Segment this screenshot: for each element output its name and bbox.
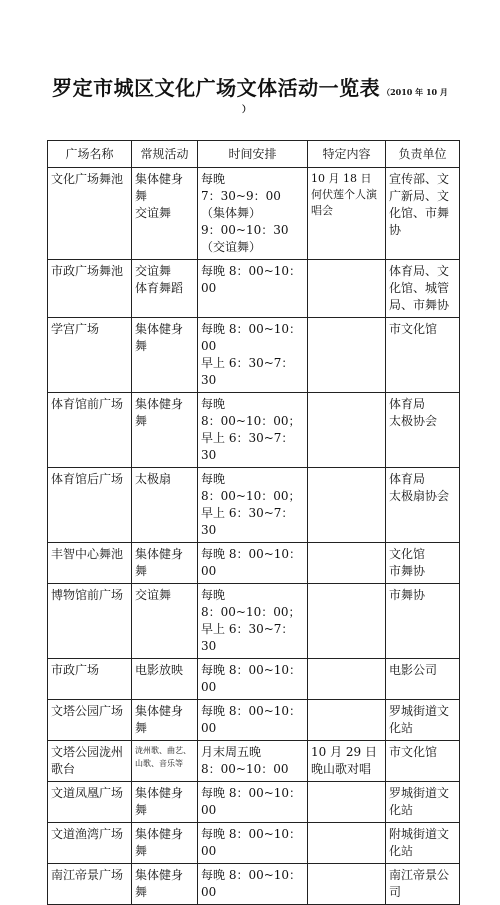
venue-cell: 南江帝景广场 (48, 864, 132, 905)
time-line: 每晚 (201, 472, 226, 486)
unit-line: 体育局 (389, 397, 426, 411)
table-row (48, 393, 460, 468)
special-cell (308, 393, 386, 468)
activity-cell (132, 741, 198, 782)
unit-line: 市文化馆 (389, 745, 438, 759)
special-cell (308, 260, 386, 318)
time-cell (198, 543, 308, 584)
unit-cell (386, 318, 460, 393)
unit-cell (386, 782, 460, 823)
special-cell (308, 864, 386, 905)
time-line: 月末周五晚 (201, 745, 262, 759)
activity-line: 交谊舞 (135, 264, 172, 278)
table-row (48, 168, 460, 260)
time-line: 8：00~10：00；早上 6：30~7：30 (201, 414, 301, 462)
activity-line: 集体健身舞 (135, 547, 184, 578)
activity-cell (132, 584, 198, 659)
time-cell (198, 659, 308, 700)
activity-line: 体育舞蹈 (135, 281, 184, 295)
unit-cell (386, 584, 460, 659)
special-cell (308, 741, 386, 782)
time-line: 每晚 8：00~10：00 (201, 547, 302, 578)
unit-line: 文化馆 (389, 547, 426, 561)
time-line: 8：00~10：00；早上 6：30~7：30 (201, 489, 301, 537)
special-cell (308, 659, 386, 700)
activity-line: 泷州歌、曲艺、山歌、音乐等 (135, 746, 191, 768)
special-cell (308, 584, 386, 659)
time-cell (198, 260, 308, 318)
activity-cell (132, 700, 198, 741)
unit-line: 太极扇协会 (389, 489, 450, 503)
table-row (48, 823, 460, 864)
special-line: 10 月 18 日何伏莲个人演唱会 (311, 172, 377, 217)
unit-cell (386, 741, 460, 782)
activity-line: 集体健身舞 (135, 172, 184, 203)
time-line: 每晚 8：00~10：00 (201, 322, 302, 353)
activity-cell (132, 393, 198, 468)
special-cell (308, 468, 386, 543)
time-line: 每晚 8：00~10：00 (201, 663, 302, 694)
table-row (48, 700, 460, 741)
table-row (48, 260, 460, 318)
activity-cell (132, 659, 198, 700)
table-row (48, 584, 460, 659)
special-cell (308, 782, 386, 823)
unit-line: 罗城街道文化站 (389, 704, 450, 735)
venue-cell: 体育馆后广场 (48, 468, 132, 543)
activity-line: 交谊舞 (135, 206, 172, 220)
venue-cell: 市政广场舞池 (48, 260, 132, 318)
special-cell (308, 700, 386, 741)
activity-line: 集体健身舞 (135, 786, 184, 817)
title-date-note-close: ） (242, 105, 252, 115)
special-cell (308, 318, 386, 393)
header-unit: 负责单位 (386, 141, 460, 168)
time-cell (198, 584, 308, 659)
unit-line: 市文化馆 (389, 322, 438, 336)
page-title-block (0, 72, 500, 101)
unit-cell (386, 659, 460, 700)
table-row (48, 468, 460, 543)
header-venue: 广场名称 (48, 141, 132, 168)
time-cell (198, 318, 308, 393)
special-cell (308, 823, 386, 864)
time-line: 9：00~10：30（交谊舞） (201, 223, 289, 254)
table-row (48, 741, 460, 782)
unit-line: 市舞协 (389, 564, 426, 578)
activity-cell (132, 168, 198, 260)
time-cell (198, 393, 308, 468)
time-line: 每晚 (201, 588, 226, 602)
unit-line: 南江帝景公司 (389, 868, 450, 899)
unit-line: 市舞协 (389, 588, 426, 602)
unit-cell (386, 823, 460, 864)
unit-cell (386, 468, 460, 543)
time-cell (198, 823, 308, 864)
special-cell (308, 168, 386, 260)
time-cell (198, 782, 308, 823)
time-cell (198, 168, 308, 260)
activity-line: 太极扇 (135, 472, 172, 486)
time-cell (198, 741, 308, 782)
title-date-note: （2010 年 10 月 (382, 87, 448, 97)
unit-cell (386, 260, 460, 318)
page-title: 罗定市城区文化广场文体活动一览表 (52, 76, 381, 100)
time-line: 每晚 8：00~10：00 (201, 264, 302, 295)
special-line: 10 月 29 日晚山歌对唱 (311, 745, 377, 776)
unit-cell (386, 864, 460, 905)
venue-cell: 文塔公园泷州歌台 (48, 741, 132, 782)
time-line: 每晚 8：00~10：00 (201, 786, 302, 817)
unit-line: 电影公司 (389, 663, 438, 677)
unit-line: 附城街道文化站 (389, 827, 450, 858)
table-row (48, 543, 460, 584)
special-cell (308, 543, 386, 584)
activity-cell (132, 864, 198, 905)
time-line: 每晚 8：00~10：00 (201, 827, 302, 858)
unit-line: 宣传部、文广新局、文化馆、市舞协 (389, 172, 450, 237)
unit-cell (386, 543, 460, 584)
venue-cell: 体育馆前广场 (48, 393, 132, 468)
time-line: 8：00~10：00；早上 6：30~7：30 (201, 605, 301, 653)
time-line: 早上 6：30~7：30 (201, 356, 294, 387)
activity-line: 集体健身舞 (135, 868, 184, 899)
time-cell (198, 700, 308, 741)
time-line: 7：30~9：00（集体舞） (201, 189, 281, 220)
header-activity: 常规活动 (132, 141, 198, 168)
unit-cell (386, 168, 460, 260)
venue-cell: 文化广场舞池 (48, 168, 132, 260)
activity-line: 集体健身舞 (135, 704, 184, 735)
table-header-row (48, 141, 460, 168)
unit-line: 太极协会 (389, 414, 438, 428)
activity-cell (132, 468, 198, 543)
time-line: 每晚 8：00~10：00 (201, 704, 302, 735)
unit-line: 体育局 (389, 472, 426, 486)
time-cell (198, 864, 308, 905)
table-row (48, 318, 460, 393)
activity-line: 集体健身舞 (135, 397, 184, 428)
activity-line: 集体健身舞 (135, 322, 184, 353)
table-row (48, 782, 460, 823)
time-line: 每晚 (201, 172, 226, 186)
unit-line: 罗城街道文化站 (389, 786, 450, 817)
header-special: 特定内容 (308, 141, 386, 168)
activity-line: 交谊舞 (135, 588, 172, 602)
venue-cell: 市政广场 (48, 659, 132, 700)
venue-cell: 文道渔湾广场 (48, 823, 132, 864)
venue-cell: 文道凤凰广场 (48, 782, 132, 823)
header-time: 时间安排 (198, 141, 308, 168)
activity-table (47, 140, 460, 905)
venue-cell: 文塔公园广场 (48, 700, 132, 741)
unit-cell (386, 700, 460, 741)
activity-cell (132, 782, 198, 823)
venue-cell: 丰智中心舞池 (48, 543, 132, 584)
unit-line: 体育局、文化馆、城管局、市舞协 (389, 264, 450, 312)
venue-cell: 博物馆前广场 (48, 584, 132, 659)
unit-cell (386, 393, 460, 468)
activity-cell (132, 260, 198, 318)
venue-cell: 学宫广场 (48, 318, 132, 393)
activity-cell (132, 318, 198, 393)
time-line: 每晚 8：00~10：00 (201, 868, 302, 899)
activity-cell (132, 543, 198, 584)
time-line: 每晚 (201, 397, 226, 411)
activity-line: 集体健身舞 (135, 827, 184, 858)
activity-line: 电影放映 (135, 663, 184, 677)
table-row (48, 864, 460, 905)
table-row (48, 659, 460, 700)
activity-cell (132, 823, 198, 864)
time-line: 8：00~10：00 (201, 762, 289, 776)
time-cell (198, 468, 308, 543)
